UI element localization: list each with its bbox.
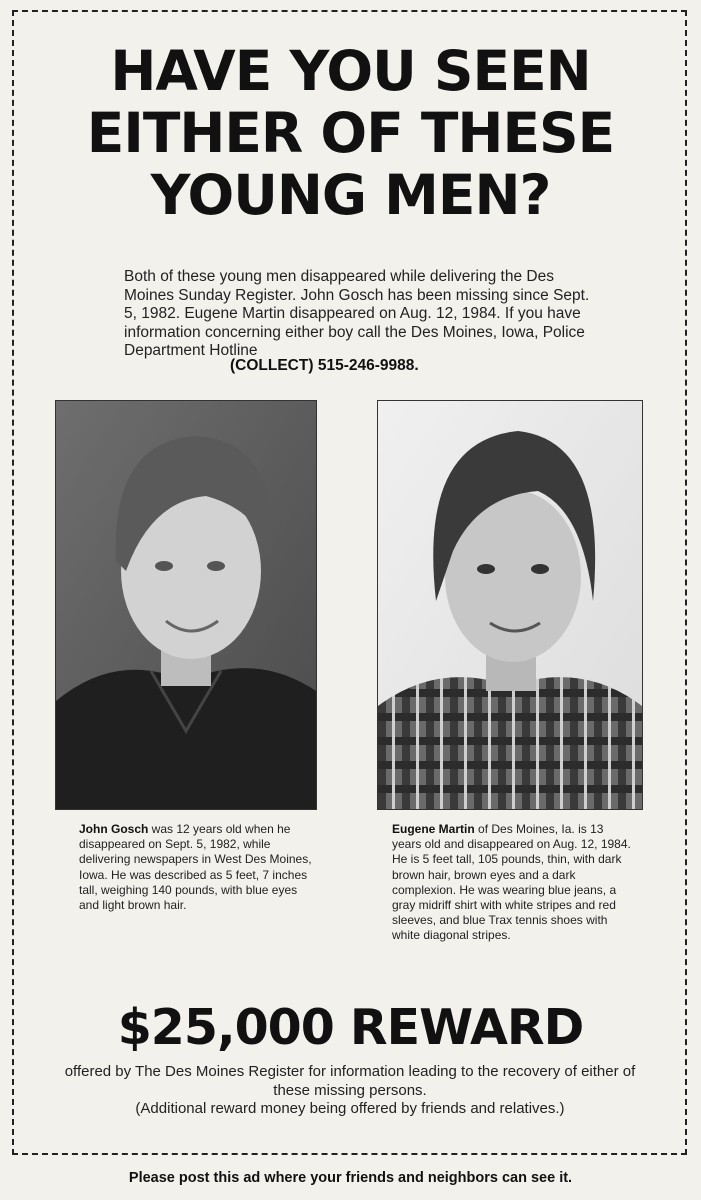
hotline-label: (COLLECT) <box>230 357 314 374</box>
hotline <box>230 357 419 375</box>
caption-text: was 12 years old when he disappeared on Sept. 5, 1982, while delivering newspapers in West Des Moines, Iowa. He was described as 5 feet, 7 inches tall, weighing 140 pounds, with blue eyes and light brown hair. <box>79 822 312 913</box>
hotline-number: 515-246-9988. <box>317 357 419 374</box>
reward-details <box>60 1063 640 1119</box>
reward-note: (Additional reward money being offered by friends and relatives.) <box>135 1100 565 1117</box>
intro-paragraph: Both of these young men disappeared while delivering the Des Moines Sunday Register. John Gosch has been missing since Sept. 5, 1982. Eugene Martin disappeared on Aug. 12, 1984. If you have information concerning either boy call the Des Moines, Iowa, Police Department Hotline <box>124 268 590 359</box>
caption-john-gosch <box>79 822 319 913</box>
headline-line-2: EITHER OF THESE <box>86 101 615 165</box>
caption-name: Eugene Martin <box>392 822 475 836</box>
headline-line-1: HAVE YOU SEEN <box>110 39 591 103</box>
caption-text: of Des Moines, Ia. is 13 years old and disappeared on Aug. 12, 1984. He is 5 feet tall, 105 pounds, thin, with dark brown hair, brown eyes and a dark complexion. He was wearing blue jeans, a gray midriff shirt with white stripes and red sleeves, and blue Trax tennis shoes with white diagonal stripes. <box>392 822 631 943</box>
caption-name: John Gosch <box>79 822 149 836</box>
headline <box>12 40 689 226</box>
reward-text: offered by The Des Moines Register for information leading to the recovery of either of these missing persons. <box>64 1063 636 1099</box>
headline-line-3: YOUNG MEN? <box>150 163 551 227</box>
photo-john-gosch <box>55 400 317 810</box>
footer-note: Please post this ad where your friends and neighbors can see it. <box>128 1170 573 1186</box>
reward-title: $25,000 REWARD <box>117 999 584 1056</box>
photo-eugene-martin <box>377 400 643 810</box>
caption-eugene-martin <box>392 822 632 944</box>
